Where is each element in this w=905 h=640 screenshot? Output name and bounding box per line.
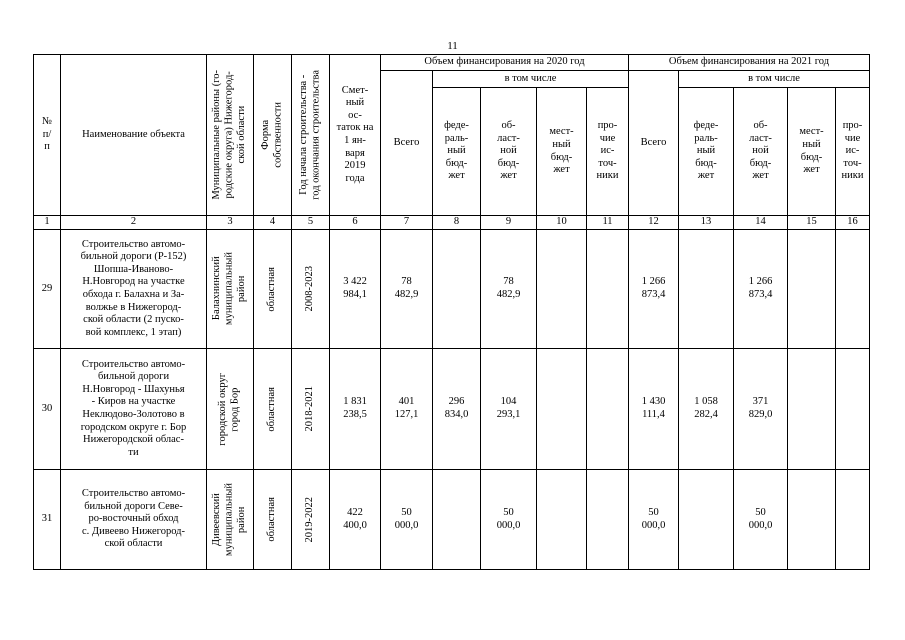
column-number: 10 bbox=[537, 216, 587, 230]
row-number: 29 bbox=[34, 230, 61, 349]
other-2021-cell bbox=[836, 230, 870, 349]
total-2021-cell: 50 000,0 bbox=[629, 470, 679, 570]
table-row bbox=[34, 470, 870, 570]
regional-2021-cell: 371 829,0 bbox=[734, 349, 788, 470]
column-number: 9 bbox=[481, 216, 537, 230]
header-federal-2021: феде- раль- ный бюд- жет bbox=[679, 88, 734, 216]
column-number: 7 bbox=[381, 216, 433, 230]
column-number: 1 bbox=[34, 216, 61, 230]
local-2020-cell bbox=[537, 349, 587, 470]
years-cell: 2008-2023 bbox=[292, 230, 330, 349]
row-number: 30 bbox=[34, 349, 61, 470]
column-number: 4 bbox=[254, 216, 292, 230]
column-number: 5 bbox=[292, 216, 330, 230]
ownership-cell: областная bbox=[254, 349, 292, 470]
header-including-2021: в том числе bbox=[679, 71, 870, 88]
header-balance: Смет- ный ос- таток на 1 ян- варя 2019 года bbox=[330, 55, 381, 216]
header-total-2021: Всего bbox=[629, 71, 679, 216]
federal-2021-cell bbox=[679, 470, 734, 570]
header-funding-2021: Объем финансирования на 2021 год bbox=[629, 55, 870, 71]
column-number: 3 bbox=[207, 216, 254, 230]
header-funding-2020: Объем финансирования на 2020 год bbox=[381, 55, 629, 71]
federal-2021-cell: 1 058 282,4 bbox=[679, 349, 734, 470]
regional-2021-cell: 50 000,0 bbox=[734, 470, 788, 570]
object-name: Строительство автомо- бильной дороги Севе- ро-восточный обход с. Дивеево Нижегород- ской области bbox=[61, 470, 207, 570]
column-number: 15 bbox=[788, 216, 836, 230]
financing-table bbox=[33, 54, 870, 570]
balance-cell: 422 400,0 bbox=[330, 470, 381, 570]
regional-2020-cell: 104 293,1 bbox=[481, 349, 537, 470]
header-number: № п/ п bbox=[34, 55, 61, 216]
header-other-2020: про- чие ис- точ- ники bbox=[587, 88, 629, 216]
local-2021-cell bbox=[788, 470, 836, 570]
page-number: 11 bbox=[447, 40, 458, 52]
header-other-2021: про- чие ис- точ- ники bbox=[836, 88, 870, 216]
header-object-name: Наименование объекта bbox=[61, 55, 207, 216]
total-2020-cell: 78 482,9 bbox=[381, 230, 433, 349]
federal-2020-cell bbox=[433, 470, 481, 570]
column-number: 8 bbox=[433, 216, 481, 230]
table-row bbox=[34, 230, 870, 349]
district-cell: городской округ город Бор bbox=[207, 349, 254, 470]
local-2020-cell bbox=[537, 230, 587, 349]
total-2020-cell: 50 000,0 bbox=[381, 470, 433, 570]
header-including-2020: в том числе bbox=[433, 71, 629, 88]
header-local-2021: мест- ный бюд- жет bbox=[788, 88, 836, 216]
column-number: 13 bbox=[679, 216, 734, 230]
other-2020-cell bbox=[587, 349, 629, 470]
column-number: 14 bbox=[734, 216, 788, 230]
local-2021-cell bbox=[788, 349, 836, 470]
table-row bbox=[34, 349, 870, 470]
balance-cell: 1 831 238,5 bbox=[330, 349, 381, 470]
other-2021-cell bbox=[836, 470, 870, 570]
district-cell: Дивеевский муниципальный район bbox=[207, 470, 254, 570]
header-ownership: Форма собственности bbox=[254, 55, 292, 216]
years-cell: 2019-2022 bbox=[292, 470, 330, 570]
header-district: Муниципальные районы (го- родские округа) Нижегород- ской области bbox=[207, 55, 254, 216]
other-2020-cell bbox=[587, 470, 629, 570]
object-name: Строительство автомо- бильной дороги (Р-152) Шопша-Иваново- Н.Новгород на участке обхода г. Балахна и За- волжье в Нижегород- ской области (2 пуско- вой комплекс, 1 этап) bbox=[61, 230, 207, 349]
header-local-2020: мест- ный бюд- жет bbox=[537, 88, 587, 216]
federal-2021-cell bbox=[679, 230, 734, 349]
total-2021-cell: 1 266 873,4 bbox=[629, 230, 679, 349]
row-number: 31 bbox=[34, 470, 61, 570]
local-2021-cell bbox=[788, 230, 836, 349]
regional-2020-cell: 50 000,0 bbox=[481, 470, 537, 570]
regional-2021-cell: 1 266 873,4 bbox=[734, 230, 788, 349]
column-number: 2 bbox=[61, 216, 207, 230]
column-number: 16 bbox=[836, 216, 870, 230]
regional-2020-cell: 78 482,9 bbox=[481, 230, 537, 349]
object-name: Строительство автомо- бильной дороги Н.Новгород - Шахунья - Киров на участке Неклюдово-Золотово в городском округе г. Бор Нижегородской облас- ти bbox=[61, 349, 207, 470]
ownership-cell: областная bbox=[254, 470, 292, 570]
other-2021-cell bbox=[836, 349, 870, 470]
local-2020-cell bbox=[537, 470, 587, 570]
header-years: Год начала строительства - год окончания строительства bbox=[292, 55, 330, 216]
federal-2020-cell bbox=[433, 230, 481, 349]
total-2021-cell: 1 430 111,4 bbox=[629, 349, 679, 470]
header-federal-2020: феде- раль- ный бюд- жет bbox=[433, 88, 481, 216]
column-number: 11 bbox=[587, 216, 629, 230]
other-2020-cell bbox=[587, 230, 629, 349]
balance-cell: 3 422 984,1 bbox=[330, 230, 381, 349]
column-number: 6 bbox=[330, 216, 381, 230]
header-total-2020: Всего bbox=[381, 71, 433, 216]
district-cell: Балахнинский муниципальный район bbox=[207, 230, 254, 349]
header-regional-2020: об- ласт- ной бюд- жет bbox=[481, 88, 537, 216]
ownership-cell: областная bbox=[254, 230, 292, 349]
federal-2020-cell: 296 834,0 bbox=[433, 349, 481, 470]
column-number: 12 bbox=[629, 216, 679, 230]
column-number-row bbox=[34, 216, 870, 230]
header-regional-2021: об- ласт- ной бюд- жет bbox=[734, 88, 788, 216]
years-cell: 2018-2021 bbox=[292, 349, 330, 470]
total-2020-cell: 401 127,1 bbox=[381, 349, 433, 470]
